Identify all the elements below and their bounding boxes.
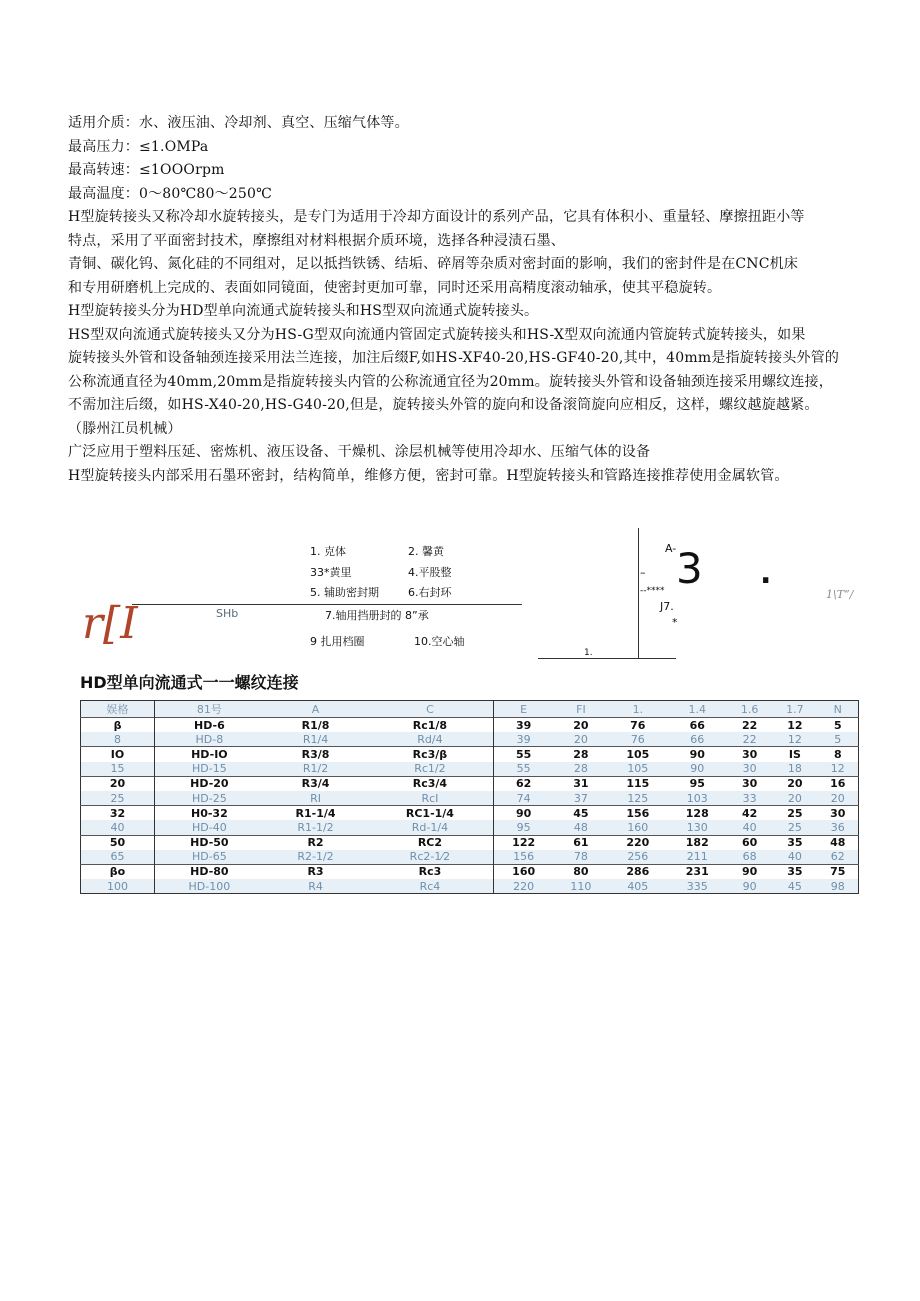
table-cell: 80 [554,864,608,879]
table-cell: R1-1/4 [264,806,368,821]
table-cell: 50 [81,835,155,850]
table-cell: 98 [818,879,859,894]
table-cell: 48 [818,835,859,850]
table-cell: IS [772,747,817,762]
table-cell: 39 [493,718,554,733]
part-label: 33*黄里 [310,566,352,579]
table-cell: 40 [772,850,817,865]
table-cell: 22 [727,718,772,733]
table-cell: 32 [81,806,155,821]
table-cell: HD-15 [155,762,264,777]
table-cell: 30 [818,806,859,821]
table-cell: HD-6 [155,718,264,733]
table-cell: 90 [727,879,772,894]
part-label: 4.平股整 [408,566,452,579]
label-lead: – [640,566,646,579]
table-cell: 66 [668,732,727,747]
table-cell: HD-40 [155,820,264,835]
table-cell: 160 [608,820,667,835]
table-header-cell: 1.6 [727,701,772,718]
shb-label: SHb [216,607,239,620]
table-cell: 100 [81,879,155,894]
table-cell: 256 [608,850,667,865]
table-cell: 22 [727,732,772,747]
table-cell: 66 [668,718,727,733]
table-cell: 33 [727,791,772,806]
table-cell: 20 [554,732,608,747]
intro-line: H型旋转接头内部采用石墨环密封，结构简单，维修方便，密封可靠。H型旋转接头和管路连接推荐使用金属软管。 [68,467,789,484]
table-cell: 31 [554,776,608,791]
table-cell: 90 [493,806,554,821]
table-cell: 30 [727,747,772,762]
label-j7: J7. [660,600,674,613]
divider-line [638,528,639,658]
table-title: HD型单向流通式一一螺纹连接 [80,673,299,692]
table-cell: 78 [554,850,608,865]
table-cell: 220 [493,879,554,894]
table-cell: 156 [493,850,554,865]
table-cell: 20 [81,776,155,791]
table-cell: 20 [772,791,817,806]
intro-line: （滕州江员机械） [68,420,182,437]
table-cell: 105 [608,762,667,777]
table-cell: 95 [668,776,727,791]
table-cell: 182 [668,835,727,850]
table-cell: R3/4 [264,776,368,791]
table-cell: H0-32 [155,806,264,821]
table-cell: 5 [818,732,859,747]
intro-line: 特点，采用了平面密封技术，摩擦组对材料根据介质环境，选择各种浸渍石墨、 [68,232,565,249]
table-cell: R1-1/2 [264,820,368,835]
table-cell: RC2 [367,835,493,850]
table-cell: 16 [818,776,859,791]
table-cell: 105 [608,747,667,762]
table-header-cell: E [493,701,554,718]
table-cell: 76 [608,718,667,733]
table-cell: 25 [772,820,817,835]
table-cell: 68 [727,850,772,865]
intro-line: 青铜、碳化钨、氮化硅的不同组对，足以抵挡铁锈、结垢、碎屑等杂质对密封面的影响，我们的密封件是在CNC机床 [68,256,799,272]
table-cell: 40 [81,820,155,835]
table-header-cell: C [367,701,493,718]
table-row [81,864,859,879]
table-row [81,718,859,733]
table-cell: 30 [727,776,772,791]
table-cell: 39 [493,732,554,747]
table-cell: βo [81,864,155,879]
table-row [81,776,859,791]
table-cell: 20 [554,718,608,733]
table-cell: 211 [668,850,727,865]
table-cell: 128 [668,806,727,821]
table-cell: 35 [772,835,817,850]
table-cell: 30 [727,762,772,777]
table-cell: IO [81,747,155,762]
table-cell: 45 [772,879,817,894]
table-row [81,879,859,894]
intro-line: 最高温度：0～80℃80～250℃ [68,185,272,202]
intro-line: H型旋转接头又称冷却水旋转接头，是专门为适用于冷却方面设计的系列产品，它具有体积小、重量轻、摩擦扭距小等 [68,209,805,225]
table-header-cell: 1.7 [772,701,817,718]
table-cell: 286 [608,864,667,879]
table-cell: R2 [264,835,368,850]
part-label: 9 扎用档圈 [310,635,365,648]
table-cell: R3 [264,864,368,879]
table-cell: 55 [493,747,554,762]
table-cell: R1/8 [264,718,368,733]
table-cell: 231 [668,864,727,879]
label-one: 1. [584,648,593,658]
divider-line [132,604,522,605]
part-label: 5. 辅助密封期 [310,586,379,599]
table-cell: 62 [818,850,859,865]
parts-diagram [0,520,920,670]
table-cell: 125 [608,791,667,806]
table-cell: HD-20 [155,776,264,791]
table-cell: RC1-1/4 [367,806,493,821]
table-row [81,806,859,821]
intro-line: 广泛应用于塑料压延、密炼机、液压设备、干燥机、涂层机械等使用冷却水、压缩气体的设备 [68,444,651,460]
table-header-cell: FI [554,701,608,718]
table-cell: R4 [264,879,368,894]
table-cell: 15 [81,762,155,777]
table-cell: 95 [493,820,554,835]
logo-mark: r[I [82,598,138,649]
table-cell: 74 [493,791,554,806]
table-cell: 75 [818,864,859,879]
table-cell: 20 [818,791,859,806]
table-cell: 36 [818,820,859,835]
table-cell: 335 [668,879,727,894]
table-cell: 28 [554,747,608,762]
table-cell: RcI [367,791,493,806]
table-cell: Rc2-1⁄2 [367,850,493,865]
table-cell: 35 [772,864,817,879]
intro-line: HS型双向流通式旋转接头又分为HS-G型双向流通内管固定式旋转接头和HS-X型双向流通内管旋转式旋转接头，如果 [68,326,806,343]
table-cell: 122 [493,835,554,850]
part-label: 2. 馨黄 [408,545,444,558]
table-cell: HD-80 [155,864,264,879]
table-cell: 48 [554,820,608,835]
table-cell: 25 [772,806,817,821]
label-dot: . [760,556,772,591]
table-cell: 40 [727,820,772,835]
part-label: 7.轴用挡册封的 8”承 [325,609,429,622]
table-cell: HD-65 [155,850,264,865]
intro-line: 不需加注后缀，如HS-X40-20,HS-G40-20,但是，旋转接头外管的旋向和设备滚筒旋向应相反，这样，螺纹越旋越紧。 [68,397,819,413]
intro-line: 最高压力：≤1.OMPa [68,138,209,155]
table-cell: 115 [608,776,667,791]
table-header-cell: 娱格 [81,701,155,718]
table-cell: HD-50 [155,835,264,850]
spec-table [80,700,859,894]
label-a: A- [665,542,677,555]
table-row [81,850,859,865]
table-cell: 220 [608,835,667,850]
table-cell: Rc4 [367,879,493,894]
table-cell: Rc1/2 [367,762,493,777]
table-row [81,791,859,806]
table-cell: R3/8 [264,747,368,762]
table-cell: HD-8 [155,732,264,747]
intro-line: H型旋转接头分为HD型单向流通式旋转接头和HS型双向流通式旋转接头。 [68,303,539,319]
table-row [81,747,859,762]
table-header-row [81,701,859,718]
table-cell: 65 [81,850,155,865]
table-row [81,820,859,835]
table-row [81,762,859,777]
intro-line: 旋转接头外管和设备轴颈连接采用法兰连接，加注后缀F,如HS-XF40-20,HS-GF40-20,其中，40mm是指旋转接头外管的 [68,350,840,366]
table-cell: 45 [554,806,608,821]
intro-line: 公称流通直径为40mm,20mm是指旋转接头内管的公称流通宜径为20mm。旋转接头外管和设备轴颈连接采用螺纹连接， [68,373,833,390]
table-cell: R1/2 [264,762,368,777]
table-cell: Rd/4 [367,732,493,747]
table-cell: Rc1/8 [367,718,493,733]
table-cell: 20 [772,776,817,791]
table-cell: 130 [668,820,727,835]
table-cell: Rd-1/4 [367,820,493,835]
table-cell: 28 [554,762,608,777]
table-cell: R2-1/2 [264,850,368,865]
table-cell: HD-100 [155,879,264,894]
table-cell: 62 [493,776,554,791]
table-cell: 60 [727,835,772,850]
part-label: 10.空心轴 [414,635,465,648]
table-cell: 18 [772,762,817,777]
part-label: 1. 克体 [310,545,346,558]
divider-line [538,658,676,659]
intro-line: 最高转速：≤1OOOrpm [68,162,225,178]
table-cell: 12 [772,732,817,747]
table-row [81,835,859,850]
table-cell: 90 [668,762,727,777]
table-header-cell: 1.4 [668,701,727,718]
table-cell: Rc3/β [367,747,493,762]
label-3: 3 [676,544,703,593]
table-cell: R1/4 [264,732,368,747]
table-cell: 90 [668,747,727,762]
table-cell: HD-IO [155,747,264,762]
table-header-cell: A [264,701,368,718]
label-dash: --**** [640,586,665,596]
table-cell: Rc3/4 [367,776,493,791]
label-star: * [672,616,678,629]
table-cell: RI [264,791,368,806]
table-cell: HD-25 [155,791,264,806]
table-cell: 42 [727,806,772,821]
table-cell: β [81,718,155,733]
table-cell: 12 [818,762,859,777]
table-header-cell: N [818,701,859,718]
table-header-cell: 1. [608,701,667,718]
table-cell: 76 [608,732,667,747]
table-cell: 5 [818,718,859,733]
table-row [81,732,859,747]
intro-text [68,112,880,488]
table-cell: 90 [727,864,772,879]
table-cell: 405 [608,879,667,894]
intro-line: 适用介质：水、液压油、冷却剂、真空、压缩气体等。 [68,115,409,131]
table-cell: 160 [493,864,554,879]
intro-line: 和专用研磨机上完成的、表面如同镜面，使密封更加可靠，同时还采用高精度滚动轴承，使其平稳旋转。 [68,279,722,296]
table-cell: 25 [81,791,155,806]
table-cell: 8 [818,747,859,762]
table-cell: 12 [772,718,817,733]
label-tl: 1\T”/ [826,588,854,601]
table-cell: 61 [554,835,608,850]
table-header-cell: 81号 [155,701,264,718]
table-cell: 156 [608,806,667,821]
table-cell: 8 [81,732,155,747]
table-cell: 55 [493,762,554,777]
table-cell: 103 [668,791,727,806]
part-label: 6.右封环 [408,586,452,599]
table-cell: Rc3 [367,864,493,879]
table-cell: 37 [554,791,608,806]
table-cell: 110 [554,879,608,894]
